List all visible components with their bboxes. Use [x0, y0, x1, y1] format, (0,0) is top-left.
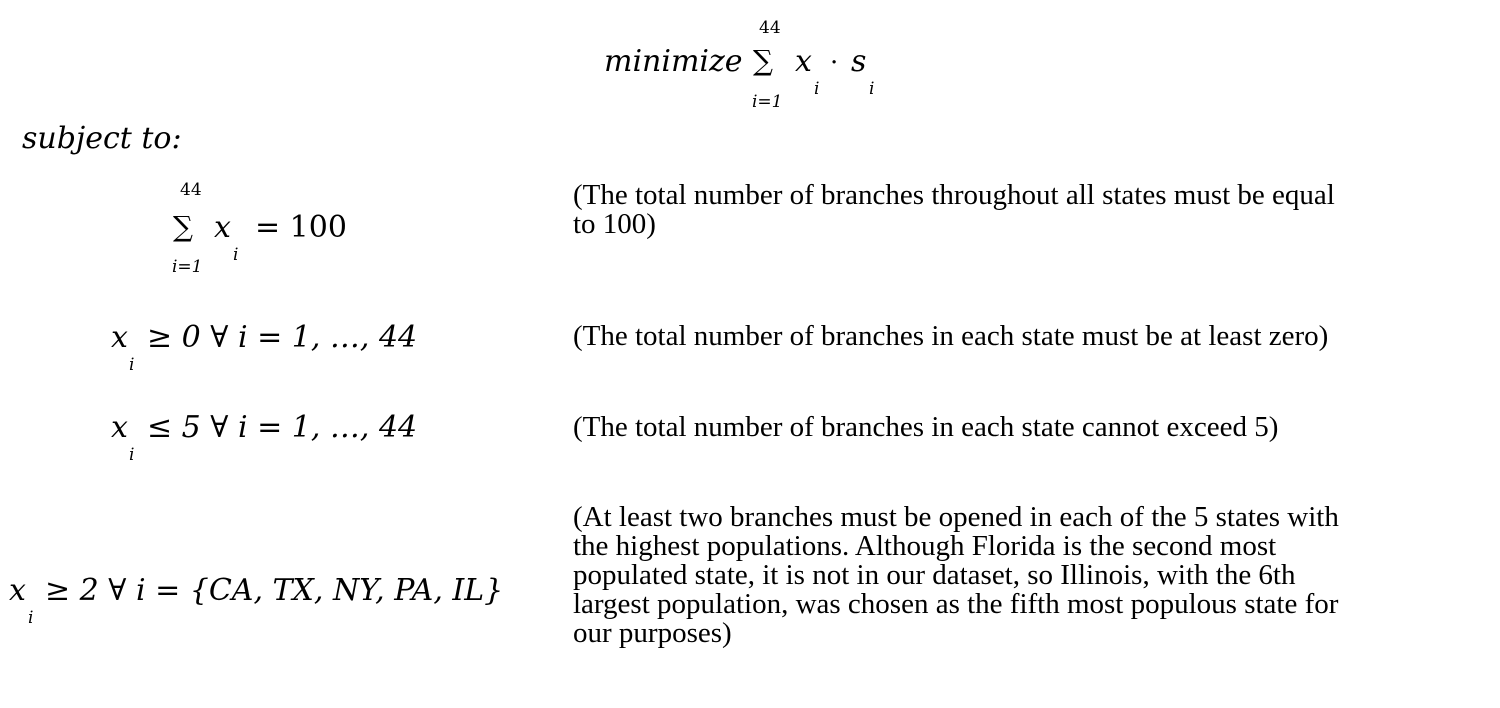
- description-line: largest population, was chosen as the fifth most populous state for: [573, 588, 1339, 620]
- objective-variable-s-subscript: i: [869, 79, 875, 99]
- constraint-variable-x: x: [111, 410, 128, 445]
- description-line: (The total number of branches throughout all states must be equal: [573, 179, 1335, 211]
- constraint-variable-subscript: i: [129, 355, 135, 375]
- description-line: the highest populations. Although Florida is the second most: [573, 530, 1277, 562]
- subject-to-label: subject to:: [22, 121, 182, 156]
- constraint-sum-lower-bound: i=1: [172, 257, 203, 277]
- constraint-variable-x: x: [214, 210, 231, 245]
- objective-multiply-dot: ·: [830, 48, 839, 78]
- description-line: to 100): [573, 208, 656, 240]
- constraint-description: [573, 503, 1339, 648]
- constraint-sum-upper-bound: 44: [180, 180, 202, 200]
- constraint-variable-x: x: [9, 573, 26, 608]
- objective-variable-x-subscript: i: [814, 79, 820, 99]
- constraint-sum-symbol: ∑: [173, 210, 193, 243]
- constraint-expression: ≥ 2 ∀ i = {CA, TX, NY, PA, IL}: [45, 573, 504, 608]
- description-line: (The total number of branches in each state must be at least zero): [573, 320, 1329, 352]
- constraint-expression: ≥ 0 ∀ i = 1, …, 44: [147, 320, 418, 355]
- constraint-variable-subscript: i: [233, 245, 239, 265]
- constraint-variable-x: x: [111, 320, 128, 355]
- constraint-description: [573, 322, 1328, 351]
- constraint-variable-subscript: i: [129, 445, 135, 465]
- constraint-description: [573, 413, 1278, 442]
- description-line: populated state, it is not in our dataset, so Illinois, with the 6th: [573, 559, 1296, 591]
- objective-label: minimize: [604, 44, 743, 79]
- description-line: our purposes): [573, 617, 732, 649]
- objective-variable-x: x: [795, 44, 812, 79]
- objective-sum-lower-bound: i=1: [752, 92, 783, 112]
- constraint-expression: = 100: [255, 210, 347, 245]
- constraint-description: [573, 181, 1335, 239]
- constraint-variable-subscript: i: [28, 608, 34, 628]
- description-line: (The total number of branches in each state cannot exceed 5): [573, 411, 1279, 443]
- objective-sum-upper-bound: 44: [759, 18, 781, 38]
- description-line: (At least two branches must be opened in each of the 5 states with: [573, 501, 1339, 533]
- objective-variable-s: s: [851, 44, 867, 79]
- objective-sum-symbol: ∑: [753, 44, 773, 77]
- constraint-expression: ≤ 5 ∀ i = 1, …, 44: [147, 410, 418, 445]
